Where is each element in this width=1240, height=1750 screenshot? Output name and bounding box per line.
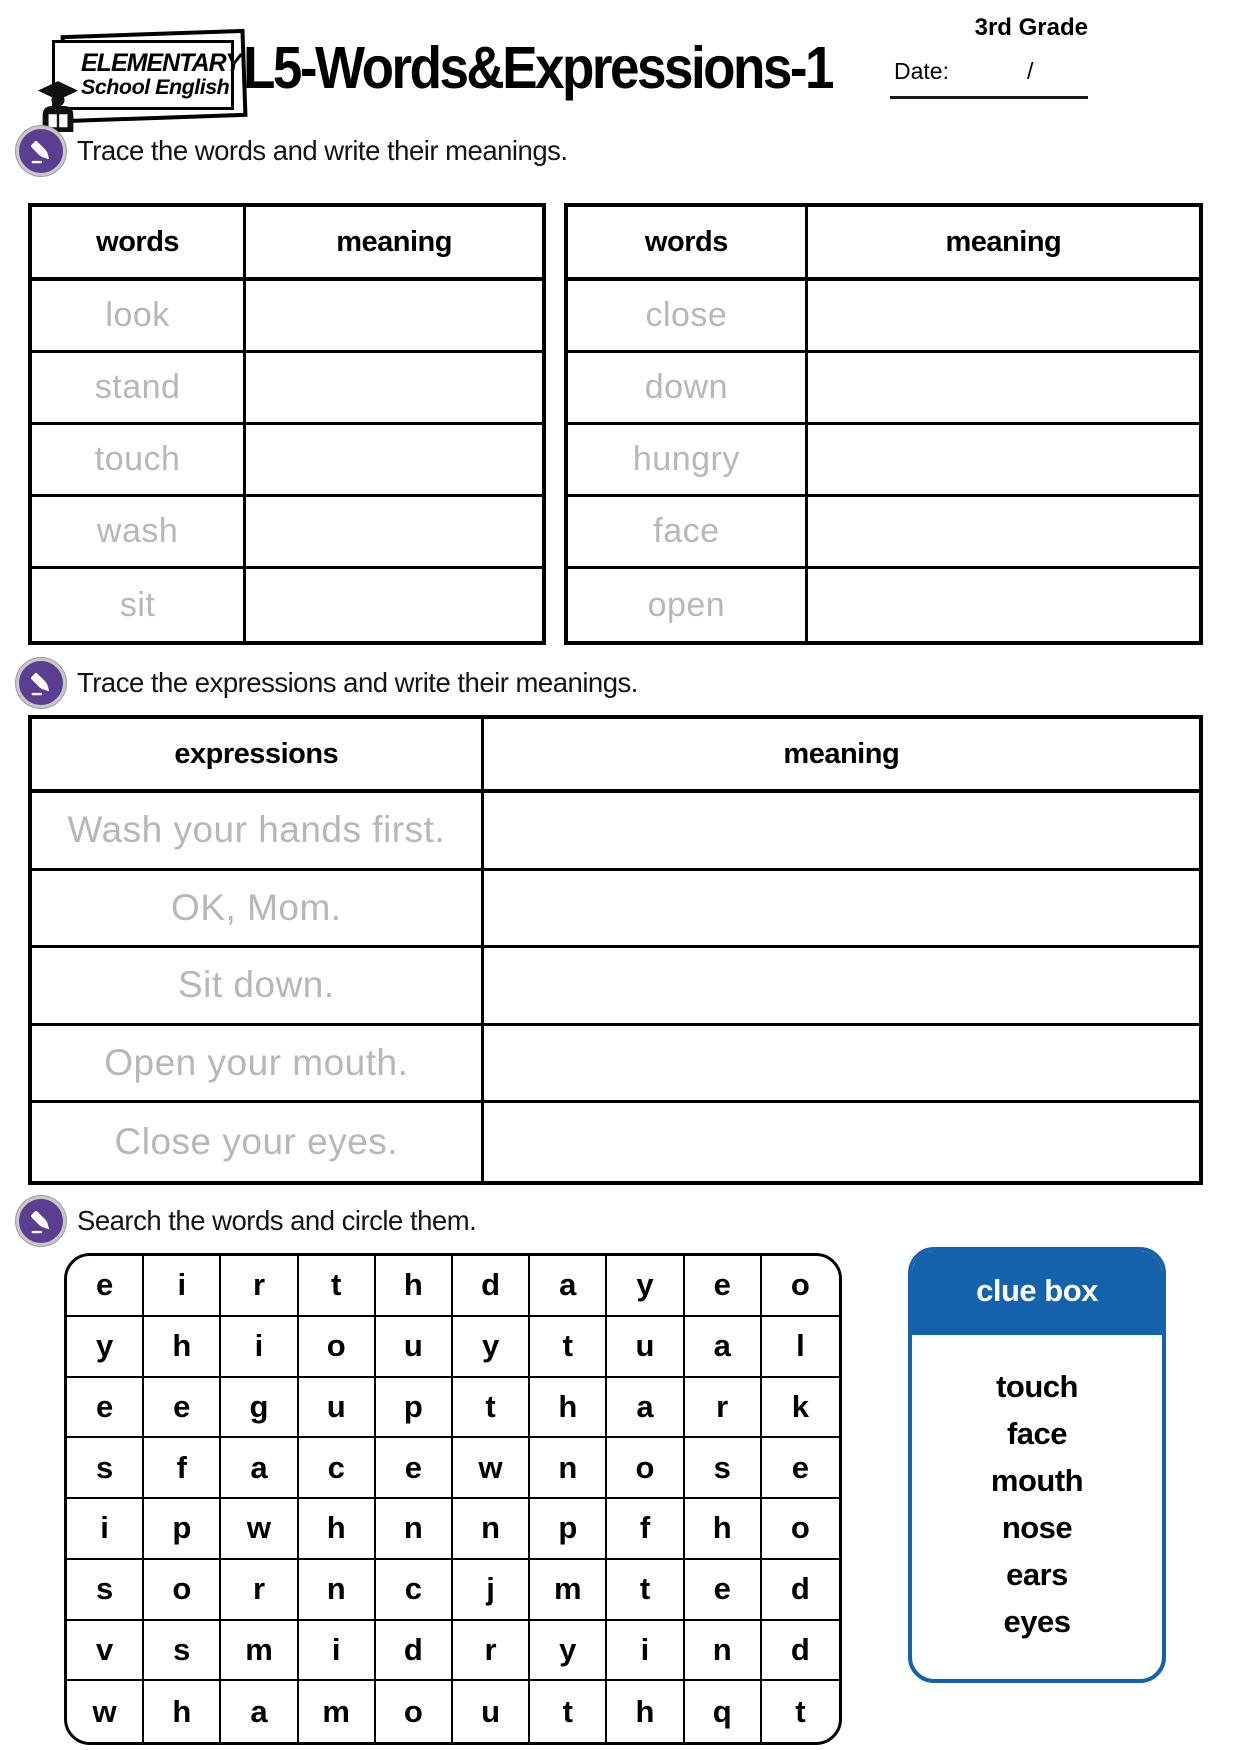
grid-letter-cell: n: [299, 1560, 376, 1621]
grid-letter-cell: t: [299, 1256, 376, 1317]
meaning-blank-cell: [808, 425, 1199, 497]
pencil-icon: [16, 1196, 66, 1246]
trace-word-cell: [32, 281, 246, 353]
word-search-grid: [64, 1253, 842, 1745]
grid-letter-cell: s: [67, 1560, 144, 1621]
grid-letter-cell: t: [453, 1378, 530, 1439]
grid-letter-cell: s: [67, 1438, 144, 1499]
trace-word-cell: [32, 1026, 484, 1104]
date-separator: /: [1026, 58, 1034, 84]
trace-word: OK, Mom.: [171, 886, 342, 928]
grid-letter-cell: y: [530, 1621, 607, 1682]
pencil-icon: [16, 126, 66, 176]
grid-letter-cell: y: [607, 1256, 684, 1317]
grid-letter-cell: o: [144, 1560, 221, 1621]
trace-word-cell: [32, 871, 484, 949]
page-title: L5-Words&Expressions-1: [243, 35, 833, 102]
clue-word: ears: [1006, 1556, 1068, 1592]
section-wordsearch-label: [16, 1197, 476, 1245]
trace-word-cell: [568, 281, 808, 353]
grid-letter-cell: j: [453, 1560, 530, 1621]
grid-letter-cell: i: [67, 1499, 144, 1560]
grid-letter-cell: o: [299, 1317, 376, 1378]
clue-word: face: [1006, 1415, 1068, 1451]
grid-letter-cell: d: [762, 1560, 839, 1621]
grid-letter-cell: a: [607, 1378, 684, 1439]
clue-word-list: [912, 1335, 1162, 1679]
pencil-icon: [16, 658, 66, 708]
grid-letter-cell: i: [221, 1317, 298, 1378]
trace-word-cell: [568, 497, 808, 569]
grid-letter-cell: e: [376, 1438, 453, 1499]
grid-letter-cell: a: [685, 1317, 762, 1378]
grid-letter-cell: y: [67, 1317, 144, 1378]
trace-word: look: [105, 296, 170, 334]
trace-word: wash: [96, 512, 179, 550]
grid-letter-cell: v: [67, 1621, 144, 1682]
words-table-left: [28, 203, 546, 645]
grid-letter-cell: l: [762, 1317, 839, 1378]
grid-letter-cell: r: [221, 1256, 298, 1317]
clue-box-title: clue box: [912, 1251, 1162, 1335]
grid-letter-cell: n: [376, 1499, 453, 1560]
school-logo: [52, 40, 241, 110]
grid-letter-cell: o: [762, 1256, 839, 1317]
grid-letter-cell: w: [221, 1499, 298, 1560]
trace-word-cell: [32, 569, 246, 641]
clue-word: eyes: [1003, 1603, 1071, 1639]
clue-word: touch: [996, 1368, 1078, 1404]
trace-word: hungry: [632, 440, 740, 478]
expressions-table: [28, 715, 1203, 1185]
grid-letter-cell: h: [607, 1681, 684, 1742]
clue-word: mouth: [990, 1462, 1084, 1498]
trace-word-cell: [32, 353, 246, 425]
grid-letter-cell: g: [221, 1378, 298, 1439]
trace-word-cell: [32, 948, 484, 1026]
grid-letter-cell: a: [221, 1438, 298, 1499]
grid-letter-cell: f: [144, 1438, 221, 1499]
words-table-right: [564, 203, 1203, 645]
grid-letter-cell: k: [762, 1378, 839, 1439]
meaning-blank-cell: [808, 497, 1199, 569]
grid-letter-cell: e: [685, 1256, 762, 1317]
trace-word-cell: [32, 1103, 484, 1181]
meaning-blank-cell: [484, 1026, 1199, 1104]
trace-word-cell: [32, 497, 246, 569]
trace-word: stand: [94, 368, 181, 406]
trace-word-cell: [32, 425, 246, 497]
grid-letter-cell: n: [530, 1438, 607, 1499]
grid-letter-cell: s: [685, 1438, 762, 1499]
trace-word-cell: [568, 353, 808, 425]
grid-letter-cell: r: [453, 1621, 530, 1682]
clue-word: nose: [1001, 1509, 1073, 1545]
column-header-meaning: meaning: [484, 719, 1199, 793]
grid-letter-cell: t: [795, 1693, 806, 1729]
column-header-words: words: [32, 207, 246, 281]
grid-letter-cell: a: [530, 1256, 607, 1317]
meaning-blank-cell: [808, 281, 1199, 353]
meaning-blank-cell: [484, 871, 1199, 949]
clue-box: [908, 1247, 1166, 1683]
grid-letter-cell: e: [144, 1378, 221, 1439]
grid-letter-cell: u: [607, 1317, 684, 1378]
column-header-meaning: meaning: [808, 207, 1199, 281]
meaning-blank-cell: [246, 425, 542, 497]
grid-letter-cell: t: [530, 1681, 607, 1742]
meaning-blank-cell: [808, 353, 1199, 425]
trace-word: Sit down.: [177, 964, 335, 1006]
trace-word: down: [644, 368, 729, 406]
date-label: Date:: [894, 58, 949, 84]
grid-letter-cell: q: [685, 1681, 762, 1742]
meaning-blank-cell: [246, 281, 542, 353]
grid-letter-cell: e: [685, 1560, 762, 1621]
grid-letter-cell: a: [221, 1681, 298, 1742]
grid-letter-cell: u: [299, 1378, 376, 1439]
grid-letter-cell: p: [376, 1378, 453, 1439]
grid-letter-cell: h: [376, 1256, 453, 1317]
grid-letter-cell: h: [144, 1317, 221, 1378]
trace-word: Open your mouth.: [104, 1042, 409, 1084]
trace-word-cell: [568, 425, 808, 497]
trace-word: Wash your hands first.: [67, 809, 446, 851]
grid-letter-cell: i: [299, 1621, 376, 1682]
graduate-scholar-icon: [34, 80, 82, 132]
grid-letter-cell: p: [530, 1499, 607, 1560]
grid-letter-cell: d: [762, 1621, 839, 1682]
trace-word-cell: [32, 793, 484, 871]
column-header-words: expressions: [32, 719, 484, 793]
instruction-text: Search the words and circle them.: [77, 1205, 477, 1236]
grid-letter-cell: m: [221, 1621, 298, 1682]
meaning-blank-cell: [484, 793, 1199, 871]
meaning-blank-cell: [484, 1103, 1199, 1181]
trace-word: sit: [119, 585, 156, 624]
grid-letter-cell: i: [144, 1256, 221, 1317]
grid-letter-cell: i: [607, 1621, 684, 1682]
grid-letter-cell: o: [762, 1499, 839, 1560]
grid-letter-cell: e: [762, 1438, 839, 1499]
grid-letter-cell: u: [453, 1681, 530, 1742]
grid-letter-cell: p: [144, 1499, 221, 1560]
meaning-blank-cell: [808, 569, 1199, 641]
grid-letter-cell: d: [376, 1621, 453, 1682]
meaning-blank-cell: [484, 948, 1199, 1026]
trace-word: close: [645, 296, 728, 334]
instruction-text: Trace the expressions and write their meanings.: [77, 667, 638, 698]
meaning-blank-cell: [246, 569, 542, 641]
grid-letter-cell: o: [607, 1438, 684, 1499]
grade-label: 3rd Grade: [974, 14, 1088, 41]
meaning-blank-cell: [246, 497, 542, 569]
meaning-blank-cell: [246, 353, 542, 425]
grid-letter-cell: s: [144, 1621, 221, 1682]
logo-line2: School English: [81, 75, 230, 100]
grid-letter-cell: m: [299, 1681, 376, 1742]
trace-word: touch: [94, 440, 181, 478]
grid-letter-cell: h: [685, 1499, 762, 1560]
column-header-words: words: [568, 207, 808, 281]
grid-letter-cell: u: [376, 1317, 453, 1378]
grid-letter-cell: h: [530, 1378, 607, 1439]
trace-word: open: [647, 585, 726, 624]
grid-letter-cell: f: [607, 1499, 684, 1560]
trace-word: Close your eyes.: [114, 1121, 399, 1163]
grid-letter-cell: o: [376, 1681, 453, 1742]
grid-letter-cell: n: [453, 1499, 530, 1560]
grid-letter-cell: h: [299, 1499, 376, 1560]
grid-letter-cell: h: [144, 1681, 221, 1742]
section-expressions-label: [16, 659, 638, 707]
section-words-label: [16, 127, 568, 175]
grid-letter-cell: r: [221, 1560, 298, 1621]
grid-letter-cell: y: [453, 1317, 530, 1378]
instruction-text: Trace the words and write their meanings.: [77, 135, 568, 166]
grid-letter-cell: e: [67, 1256, 144, 1317]
trace-word: face: [653, 512, 720, 550]
trace-word-cell: [568, 569, 808, 641]
logo-line1: ELEMENTARY: [81, 49, 241, 78]
grid-letter-cell: c: [376, 1560, 453, 1621]
grid-letter-cell: t: [530, 1317, 607, 1378]
grid-letter-cell: m: [530, 1560, 607, 1621]
grid-letter-cell: n: [685, 1621, 762, 1682]
date-line: [890, 58, 1088, 99]
grid-letter-cell: t: [607, 1560, 684, 1621]
grid-letter-cell: d: [453, 1256, 530, 1317]
grid-letter-cell: w: [67, 1681, 144, 1742]
grid-letter-cell: e: [67, 1378, 144, 1439]
grid-letter-cell: c: [299, 1438, 376, 1499]
column-header-meaning: meaning: [246, 207, 542, 281]
grid-letter-cell: r: [685, 1378, 762, 1439]
grid-letter-cell: w: [453, 1438, 530, 1499]
